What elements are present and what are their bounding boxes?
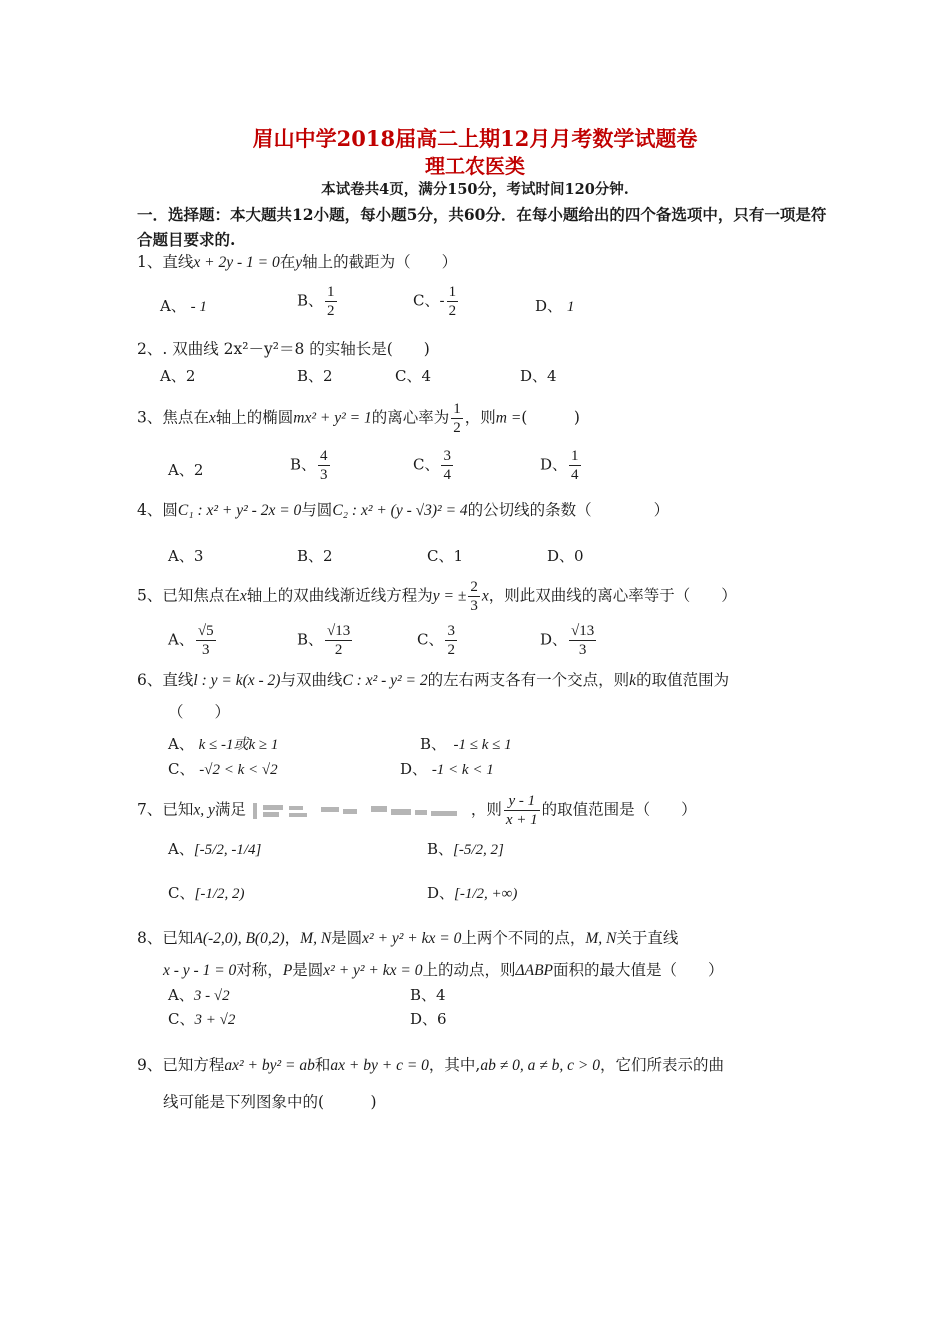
- option-value: 3: [193, 547, 204, 565]
- math-var: P: [282, 962, 293, 979]
- question-number: 1、: [137, 253, 163, 271]
- numerator: y - 1: [504, 792, 540, 811]
- option-d: [400, 758, 494, 779]
- math-var: x, y: [193, 801, 215, 819]
- option-value: 6: [437, 1010, 447, 1028]
- numerator: 2: [470, 579, 478, 595]
- option-a: [168, 733, 278, 754]
- option-d: [540, 447, 583, 484]
- question-number: 7、: [137, 800, 163, 819]
- text: 直线: [162, 671, 194, 689]
- option-label: D、: [547, 547, 575, 565]
- option-label: A、: [168, 461, 194, 479]
- option-value: 2: [323, 367, 333, 385]
- option-b: [420, 733, 512, 754]
- math-expr: ax² + by² = ab: [224, 1057, 315, 1074]
- option-a: [160, 295, 207, 316]
- question-8: [137, 926, 827, 948]
- denominator: 4: [443, 467, 451, 483]
- denominator: x + 1: [505, 812, 538, 828]
- option-label: D、: [540, 630, 568, 649]
- numerator: √5: [197, 623, 214, 639]
- option-label: D、: [400, 760, 428, 778]
- option-d: [540, 622, 598, 659]
- math-expr: ΔABP: [515, 962, 554, 979]
- option-label: B、: [427, 840, 454, 858]
- option-b: [427, 838, 504, 859]
- question-number: 6、: [137, 671, 163, 689]
- question-number: 3、: [137, 408, 163, 427]
- math-var: x: [208, 409, 216, 427]
- text: 轴上的双曲线渐近线方程为: [246, 586, 433, 605]
- text: 直线: [162, 253, 194, 271]
- text: 与圆: [301, 501, 333, 519]
- option-label: C、: [413, 455, 440, 474]
- question-3: [137, 400, 827, 437]
- fraction: [451, 400, 463, 437]
- fraction: [318, 447, 330, 484]
- option-label: D、: [410, 1010, 438, 1028]
- exam-title: 眉山中学2018届高二上期12月月考数学试题卷: [252, 126, 698, 151]
- option-label: A、: [168, 840, 194, 858]
- option-b: [297, 622, 354, 659]
- option-d: [535, 295, 574, 316]
- fraction: [504, 792, 540, 829]
- option-value: -1 < k < 1: [431, 762, 494, 778]
- option-label: A、: [160, 367, 186, 385]
- text: 的左右两支各有一个交点，则: [427, 671, 630, 689]
- math-expr: C₁ : x² + y² - 2x = 0: [177, 502, 302, 519]
- math-var: M, N: [585, 930, 617, 947]
- numerator: 1: [327, 284, 335, 300]
- math-expr: x - y - 1 = 0: [163, 962, 237, 979]
- option-c: [413, 447, 455, 484]
- option-label: C、: [168, 760, 195, 778]
- text: 的取值范围为: [636, 671, 730, 689]
- option-value: - 1: [190, 299, 207, 315]
- option-value: 4: [547, 367, 557, 385]
- denominator: 3: [578, 642, 587, 658]
- option-c: [427, 545, 463, 566]
- option-label: B、: [410, 986, 437, 1004]
- option-value: -√2 < k < √2: [199, 762, 278, 778]
- option-label: A、: [168, 986, 194, 1004]
- math-expr: x + 2y - 1 = 0: [193, 254, 280, 271]
- question-9-line2: 线可能是下列图象中的( ): [163, 1093, 377, 1111]
- option-d: [520, 365, 557, 386]
- text: ，则: [464, 408, 496, 427]
- option-label: A、: [168, 630, 194, 649]
- option-label: C、: [427, 547, 454, 565]
- fraction: [325, 622, 352, 659]
- option-label: A、: [168, 547, 194, 565]
- sign: -: [439, 291, 445, 310]
- text: ，它们所表示的曲: [599, 1056, 724, 1074]
- denominator: 3: [201, 642, 210, 658]
- option-value: 4: [421, 367, 432, 385]
- option-c: [395, 365, 431, 386]
- option-label: D、: [535, 297, 563, 315]
- numerator: 4: [320, 448, 328, 464]
- option-value: 1: [566, 299, 575, 315]
- text: 满足: [214, 800, 246, 819]
- math-expr: x² + y² + kx = 0: [362, 930, 462, 947]
- text: 的取值范围是（ ）: [541, 800, 697, 819]
- text: 是圆: [331, 929, 363, 947]
- fraction: [445, 622, 457, 659]
- exam-info: 本试卷共4页，满分150分，考试时间120分钟.: [321, 181, 629, 198]
- question-6: [137, 668, 827, 690]
- text: 关于直线: [616, 929, 679, 947]
- question-number: 8、: [137, 929, 163, 947]
- option-value: [-5/2, -1/4]: [193, 842, 262, 858]
- question-number: 4、: [137, 501, 163, 519]
- text: 在: [279, 253, 296, 271]
- fraction: [196, 622, 216, 659]
- denominator: 2: [453, 420, 461, 436]
- math-expr: ax + by + c = 0: [330, 1057, 429, 1074]
- question-number: 5、: [137, 586, 163, 605]
- question-4: [137, 498, 827, 520]
- option-label: B、: [297, 547, 324, 565]
- text: 上两个不同的点，: [461, 929, 586, 947]
- option-label: B、: [297, 630, 324, 649]
- option-b: [297, 283, 339, 320]
- denominator: 3: [470, 598, 478, 614]
- math-expr: A(-2,0), B(0,2): [193, 930, 285, 947]
- option-label: C、: [417, 630, 444, 649]
- denominator: 2: [447, 642, 455, 658]
- constraint-system-image: [251, 801, 471, 821]
- question-6-line2: （ ）: [168, 703, 231, 721]
- text: 与双曲线: [280, 671, 343, 689]
- text: 对称，: [236, 961, 283, 979]
- text: 上的动点，则: [422, 961, 516, 979]
- option-a: [168, 622, 218, 659]
- text: ，则此双曲线的离心率等于（ ）: [488, 586, 737, 605]
- question-8-line2: [163, 958, 853, 980]
- text: 的公切线的条数（ ）: [467, 501, 670, 519]
- option-c: [413, 283, 460, 320]
- text: 已知: [162, 929, 194, 947]
- numerator: √13: [571, 623, 595, 639]
- question-7: [137, 792, 827, 829]
- numerator: 1: [448, 284, 457, 300]
- math-expr: m =: [495, 409, 522, 427]
- question-number: 9、: [137, 1056, 163, 1074]
- denominator: 2: [334, 642, 343, 658]
- option-label: D、: [427, 884, 455, 902]
- text: ( ): [521, 408, 580, 427]
- math-expr: l : y = k(x - 2): [193, 672, 281, 689]
- math-expr: x² + y² + kx = 0: [323, 962, 423, 979]
- option-value: 0: [574, 547, 584, 565]
- option-label: B、: [420, 735, 439, 753]
- option-a: [168, 984, 230, 1005]
- numerator: 1: [453, 401, 461, 417]
- fraction: [569, 447, 581, 484]
- text: 已知焦点在: [162, 586, 240, 605]
- option-b: [410, 984, 446, 1005]
- text: 是圆: [292, 961, 324, 979]
- option-label: C、: [413, 291, 440, 310]
- text: 圆: [162, 501, 178, 519]
- option-value: 4: [436, 986, 446, 1004]
- option-value: [-1/2, +∞): [454, 886, 518, 902]
- text: 和: [314, 1056, 331, 1074]
- option-value: -1 ≤ k ≤ 1: [453, 737, 512, 753]
- math-expr: mx² + y² = 1: [293, 409, 372, 427]
- option-label: D、: [540, 455, 568, 474]
- option-label: C、: [395, 367, 422, 385]
- fraction: [441, 447, 453, 484]
- option-a: [160, 365, 195, 386]
- option-label: C、: [168, 884, 195, 902]
- option-label: B、: [297, 291, 324, 310]
- option-label: A、: [160, 297, 186, 315]
- option-value: 2: [193, 461, 204, 479]
- math-expr: y = ±: [432, 587, 467, 605]
- option-b: [297, 545, 333, 566]
- exam-subtitle: 理工农医类: [425, 154, 525, 178]
- numerator: 1: [571, 448, 579, 464]
- fraction: [447, 283, 459, 320]
- math-var: M, N: [300, 930, 332, 947]
- text: 轴上的椭圆: [215, 408, 294, 427]
- math-expr: C₂ : x² + (y - √3)² = 4: [332, 502, 468, 519]
- option-a: [168, 545, 203, 566]
- math-expr: C : x² - y² = 2: [342, 672, 428, 689]
- option-label: D、: [520, 367, 548, 385]
- question-text: . 双曲线 2x²－y²＝8 的实轴长是( ): [162, 340, 430, 358]
- numerator: 3: [447, 623, 455, 639]
- option-c: [417, 622, 459, 659]
- option-value: 2: [185, 367, 196, 385]
- fraction: [569, 622, 596, 659]
- text: ，其中,: [428, 1056, 481, 1074]
- math-var: y: [295, 254, 303, 271]
- option-value: 3 - √2: [193, 988, 230, 1004]
- denominator: 2: [327, 303, 335, 319]
- option-label: C、: [168, 1010, 195, 1028]
- option-label: B、: [290, 455, 317, 474]
- question-number: 2、: [137, 340, 163, 358]
- math-expr: ab ≠ 0, a ≠ b, c > 0: [480, 1057, 600, 1074]
- text: 焦点在: [162, 408, 209, 427]
- option-c: [168, 882, 244, 903]
- question-1: [137, 250, 827, 272]
- option-value: 1: [453, 547, 464, 565]
- numerator: 3: [443, 448, 451, 464]
- question-5: [137, 578, 827, 615]
- denominator: 2: [448, 303, 457, 319]
- option-value: 3 + √2: [194, 1012, 236, 1028]
- numerator: √13: [327, 623, 351, 639]
- fraction: [325, 283, 337, 320]
- denominator: 3: [320, 467, 328, 483]
- option-value: [-5/2, 2]: [453, 842, 504, 858]
- option-c: [168, 1008, 235, 1029]
- question-2: [137, 337, 827, 359]
- option-label: A、: [168, 735, 194, 753]
- text: 轴上的截距为（ ）: [302, 253, 458, 271]
- option-label: B、: [297, 367, 324, 385]
- math-var: x: [481, 587, 489, 605]
- math-var: k: [629, 672, 637, 689]
- text: ，: [284, 929, 301, 947]
- option-d: [410, 1008, 447, 1029]
- option-b: [297, 365, 333, 386]
- option-c: [168, 758, 278, 779]
- text: 的离心率为: [371, 408, 450, 427]
- section-heading: 一．选择题：本大题共12小题，每小题5分，共60分．在每小题给出的四个备选项中，只有一项是符合题目要求的.: [137, 205, 827, 249]
- option-value: k ≤ -1或k ≥ 1: [198, 737, 279, 753]
- text: 已知方程: [162, 1056, 225, 1074]
- text: ，则: [470, 800, 502, 819]
- fraction: [468, 578, 480, 615]
- option-a: [168, 459, 203, 480]
- denominator: 4: [571, 467, 579, 483]
- math-var: x: [239, 587, 247, 605]
- text: 面积的最大值是（ ）: [553, 961, 724, 979]
- option-value: [-1/2, 2): [194, 886, 245, 902]
- text: 已知: [162, 800, 194, 819]
- option-d: [547, 545, 584, 566]
- option-b: [290, 447, 332, 484]
- question-9: [137, 1053, 827, 1075]
- option-a: [168, 838, 261, 859]
- option-value: 2: [323, 547, 333, 565]
- option-d: [427, 882, 517, 903]
